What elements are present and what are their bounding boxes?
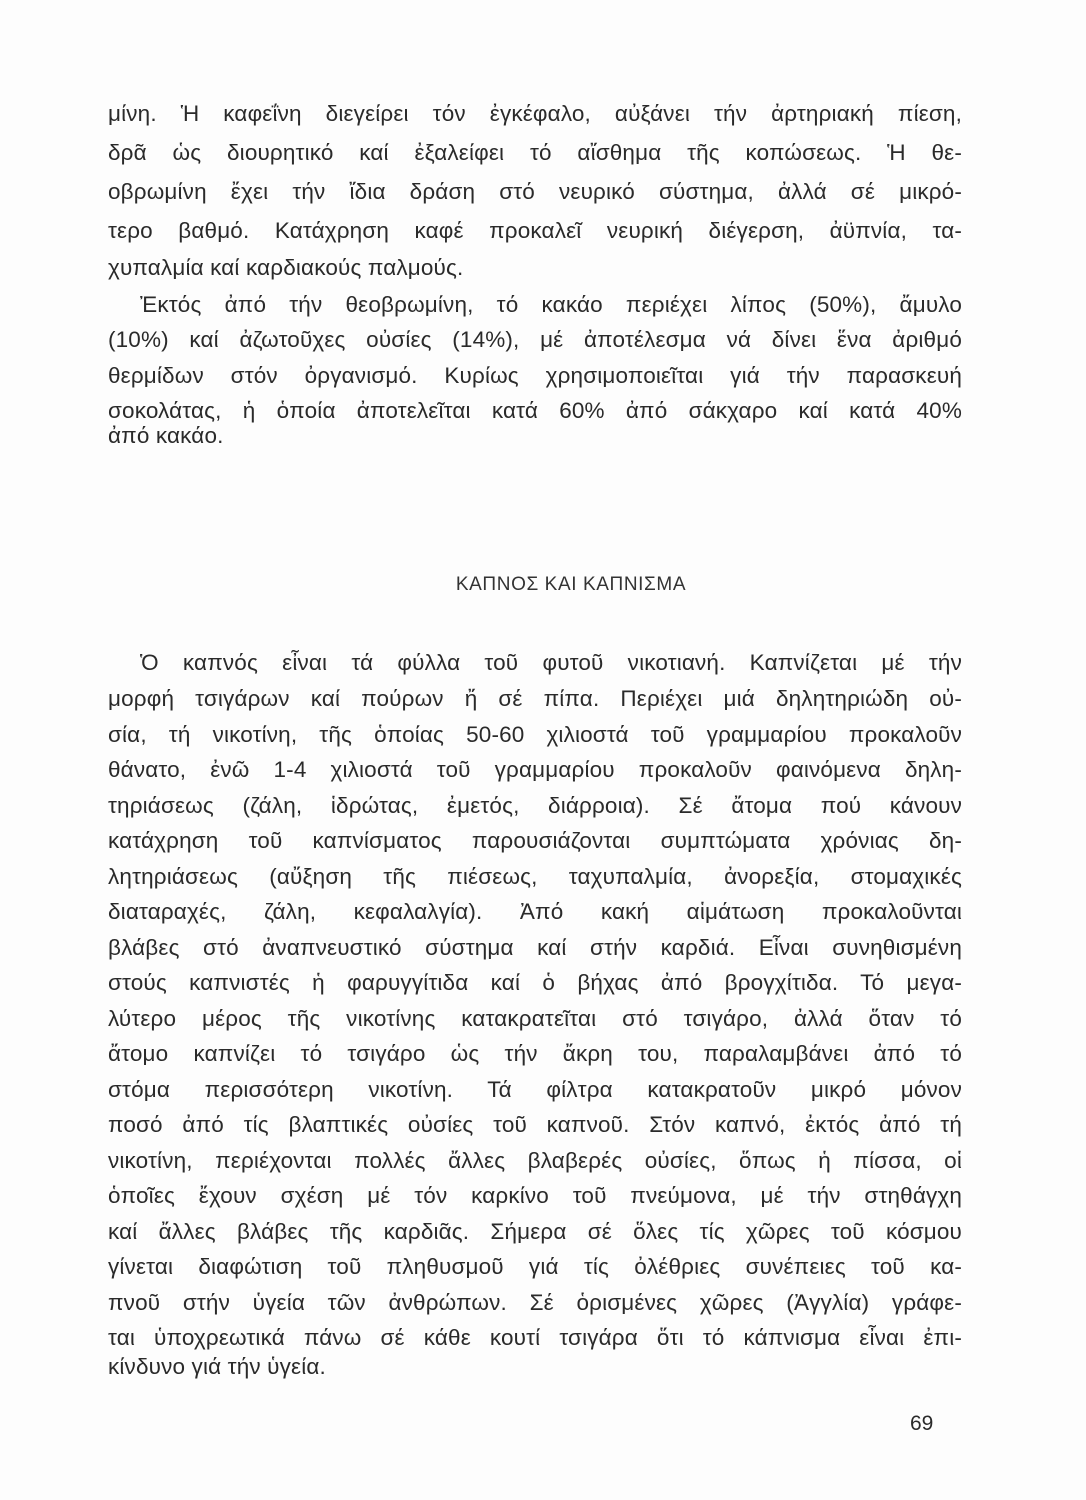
text-line: Ἐκτός ἀπό τήν θεοβρωμίνη, τό κακάο περιέχει λίπος (50%), ἄμυλο — [140, 292, 962, 317]
text-line: μίνη. Ἡ καφεΐνη διεγείρει τόν ἐγκέφαλο, αὐξάνει τήν ἀρτηριακή πίεση, — [108, 101, 962, 126]
text-line: τερο βαθμό. Κατάχρηση καφέ προκαλεῖ νευρική διέγερση, ἀϋπνία, τα- — [108, 218, 962, 243]
text-line: πνοῦ στήν ὑγεία τῶν ἀνθρώπων. Σέ ὁρισμένες χῶρες (Ἀγγλία) γράφε- — [108, 1290, 962, 1315]
text-line: ὁποῖες ἔχουν σχέση μέ τόν καρκίνο τοῦ πνεύμονα, μέ τήν στηθάγχη — [108, 1183, 962, 1208]
text-line: τηριάσεως (ζάλη, ἱδρώτας, ἐμετός, διάρροια). Σέ ἄτομα πού κάνουν — [108, 793, 962, 818]
text-line: μορφή τσιγάρων καί πούρων ἤ σέ πίπα. Περιέχει μιά δηλητηριώδη οὐ- — [108, 686, 962, 711]
text-line: νικοτίνη, περιέχονται πολλές ἄλλες βλαβερές οὐσίες, ὅπως ἡ πίσσα, οἱ — [108, 1148, 962, 1173]
text-line: καί ἄλλες βλάβες τῆς καρδιᾶς. Σήμερα σέ ὅλες τίς χῶρες τοῦ κόσμου — [108, 1219, 962, 1244]
text-line: ται ὑποχρεωτικά πάνω σέ κάθε κουτί τσιγάρα ὅτι τό κάπνισμα εἶναι ἐπι- — [108, 1325, 962, 1350]
text-line: στούς καπνιστές ἡ φαρυγγίτιδα καί ὁ βήχας ἀπό βρογχίτιδα. Τό μεγα- — [108, 970, 962, 995]
text-line: Ὁ καπνός εἶναι τά φύλλα τοῦ φυτοῦ νικοτιανή. Καπνίζεται μέ τήν — [140, 650, 962, 675]
text-line: θάνατο, ἐνῶ 1-4 χιλιοστά τοῦ γραμμαρίου προκαλοῦν φαινόμενα δηλη- — [108, 757, 962, 782]
text-line: ἄτομο καπνίζει τό τσιγάρο ὡς τήν ἄκρη του, παραλαμβάνει ἀπό τό — [108, 1041, 962, 1066]
text-line: σία, τή νικοτίνη, τῆς ὁποίας 50-60 χιλιοστά τοῦ γραμμαρίου προκαλοῦν — [108, 722, 962, 747]
text-line: ἀπό κακάο. — [108, 423, 224, 448]
section-heading: ΚΑΠΝΟΣ ΚΑΙ ΚΑΠΝΙΣΜΑ — [455, 574, 687, 595]
text-line: (10%) καί ἀζωτοῦχες οὐσίες (14%), μέ ἀποτέλεσμα νά δίνει ἕνα ἀριθμό — [108, 327, 962, 352]
text-line: σοκολάτας, ἡ ὁποία ἀποτελεῖται κατά 60% ἀπό σάκχαρο καί κατά 40% — [108, 398, 962, 423]
text-line: κατάχρηση τοῦ καπνίσματος παρουσιάζονται συμπτώματα χρόνιας δη- — [108, 828, 962, 853]
text-line: λύτερο μέρος τῆς νικοτίνης κατακρατεῖται στό τσιγάρο, ἀλλά ὅταν τό — [108, 1006, 962, 1031]
text-line: κίνδυνο γιά τήν ὑγεία. — [108, 1354, 326, 1379]
text-line: δρᾶ ὡς διουρητικό καί ἐξαλείφει τό αἴσθημα τῆς κοπώσεως. Ἡ θε- — [108, 140, 962, 165]
page-number: 69 — [910, 1412, 934, 1435]
text-line: χυπαλμία καί καρδιακούς παλμούς. — [108, 255, 464, 280]
text-line: οβρωμίνη ἔχει τήν ἴδια δράση στό νευρικό σύστημα, ἀλλά σέ μικρό- — [108, 179, 962, 204]
text-line: βλάβες στό ἀναπνευστικό σύστημα καί στήν καρδιά. Εἶναι συνηθισμένη — [108, 935, 962, 960]
text-line: λητηριάσεως (αὔξηση τῆς πιέσεως, ταχυπαλμία, ἀνορεξία, στομαχικές — [108, 864, 962, 889]
text-line: στόμα περισσότερη νικοτίνη. Τά φίλτρα κατακρατοῦν μικρό μόνον — [108, 1077, 962, 1102]
text-line: διαταραχές, ζάλη, κεφαλαλγία). Ἀπό κακή αἱμάτωση προκαλοῦνται — [108, 899, 962, 924]
text-line: θερμίδων στόν ὀργανισμό. Κυρίως χρησιμοποιεῖται γιά τήν παρασκευή — [108, 363, 962, 388]
text-line: ποσό ἀπό τίς βλαπτικές οὐσίες τοῦ καπνοῦ. Στόν καπνό, ἐκτός ἀπό τή — [108, 1112, 962, 1137]
text-line: γίνεται διαφώτιση τοῦ πληθυσμοῦ γιά τίς ὀλέθριες συνέπειες τοῦ κα- — [108, 1254, 962, 1279]
